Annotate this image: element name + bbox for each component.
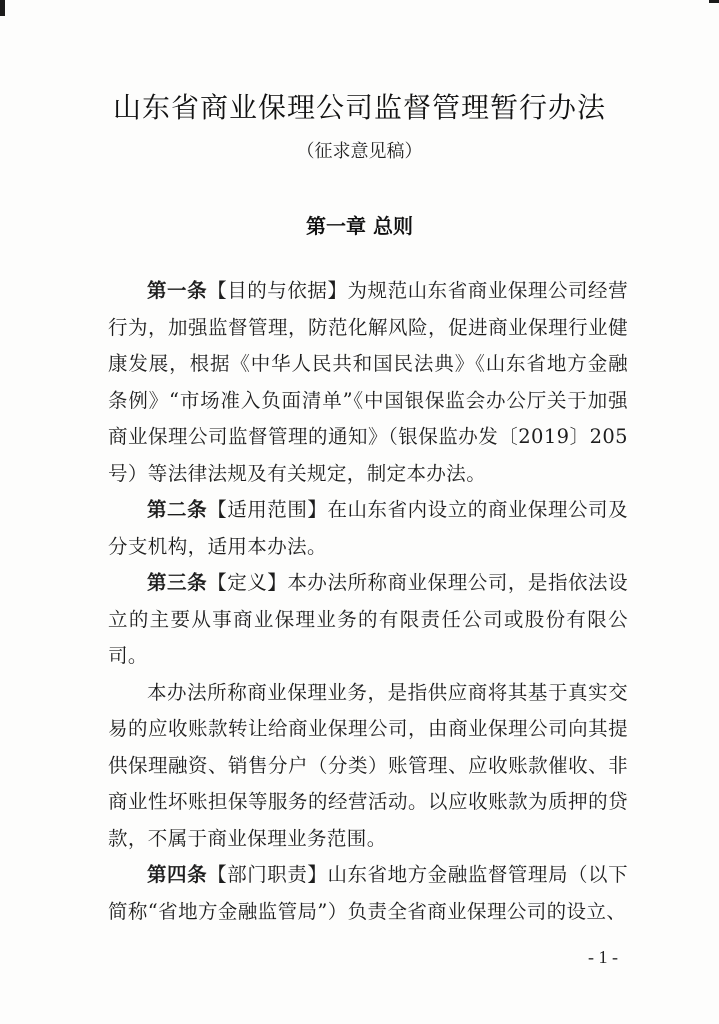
- document-title: 山东省商业保理公司监督管理暂行办法: [112, 91, 606, 124]
- article-number: 第二条: [147, 498, 208, 521]
- paragraph-article-1: [108, 273, 628, 492]
- paragraph-article-3: [108, 565, 628, 675]
- document-subtitle: （征求意见稿）: [296, 141, 423, 162]
- page-number: - 1 -: [588, 947, 618, 967]
- paragraph-article-2: [108, 492, 628, 565]
- chapter-heading: 第一章 总则: [306, 214, 413, 238]
- paragraph-text: 【部门职责】山东省地方金融监督管理局（以下简称“省地方金融监管局”）负责全省商业保理公司的设立、: [108, 863, 629, 923]
- article-number: 第一条: [147, 279, 208, 302]
- paragraph-text: 【目的与依据】为规范山东省商业保理公司经营行为，加强监督管理，防范化解风险，促进商业保理行业健康发展，根据《中华人民共和国民法典》《山东省地方金融条例》“市场准入负面清单”《中国银保监会办公厅关于加强商业保理公司监督管理的通知》（银保监办发〔2019〕205号）等法律法规及有关规定，制定本办法。: [108, 279, 629, 485]
- article-number: 第四条: [147, 863, 208, 886]
- paragraph-text: 【定义】本办法所称商业保理公司，是指依法设立的主要从事商业保理业务的有限责任公司或股份有限公司。: [108, 571, 629, 667]
- paragraph-text: 本办法所称商业保理业务，是指供应商将其基于真实交易的应收账款转让给商业保理公司，由商业保理公司向其提供保理融资、销售分户（分类）账管理、应收账款催收、非商业性坏账担保等服务的经营活动。以应收账款为质押的贷款，不属于商业保理业务范围。: [108, 680, 628, 850]
- scan-edge-mark-top-right: [709, 0, 719, 3]
- paragraph-article-3-continued: [108, 675, 628, 858]
- article-number: 第三条: [147, 571, 208, 594]
- paragraph-text: 【适用范围】在山东省内设立的商业保理公司及分支机构，适用本办法。: [108, 498, 629, 558]
- paragraph-article-4: [108, 857, 628, 930]
- document-body: [108, 273, 628, 930]
- scan-edge-mark-top-left: [0, 0, 5, 16]
